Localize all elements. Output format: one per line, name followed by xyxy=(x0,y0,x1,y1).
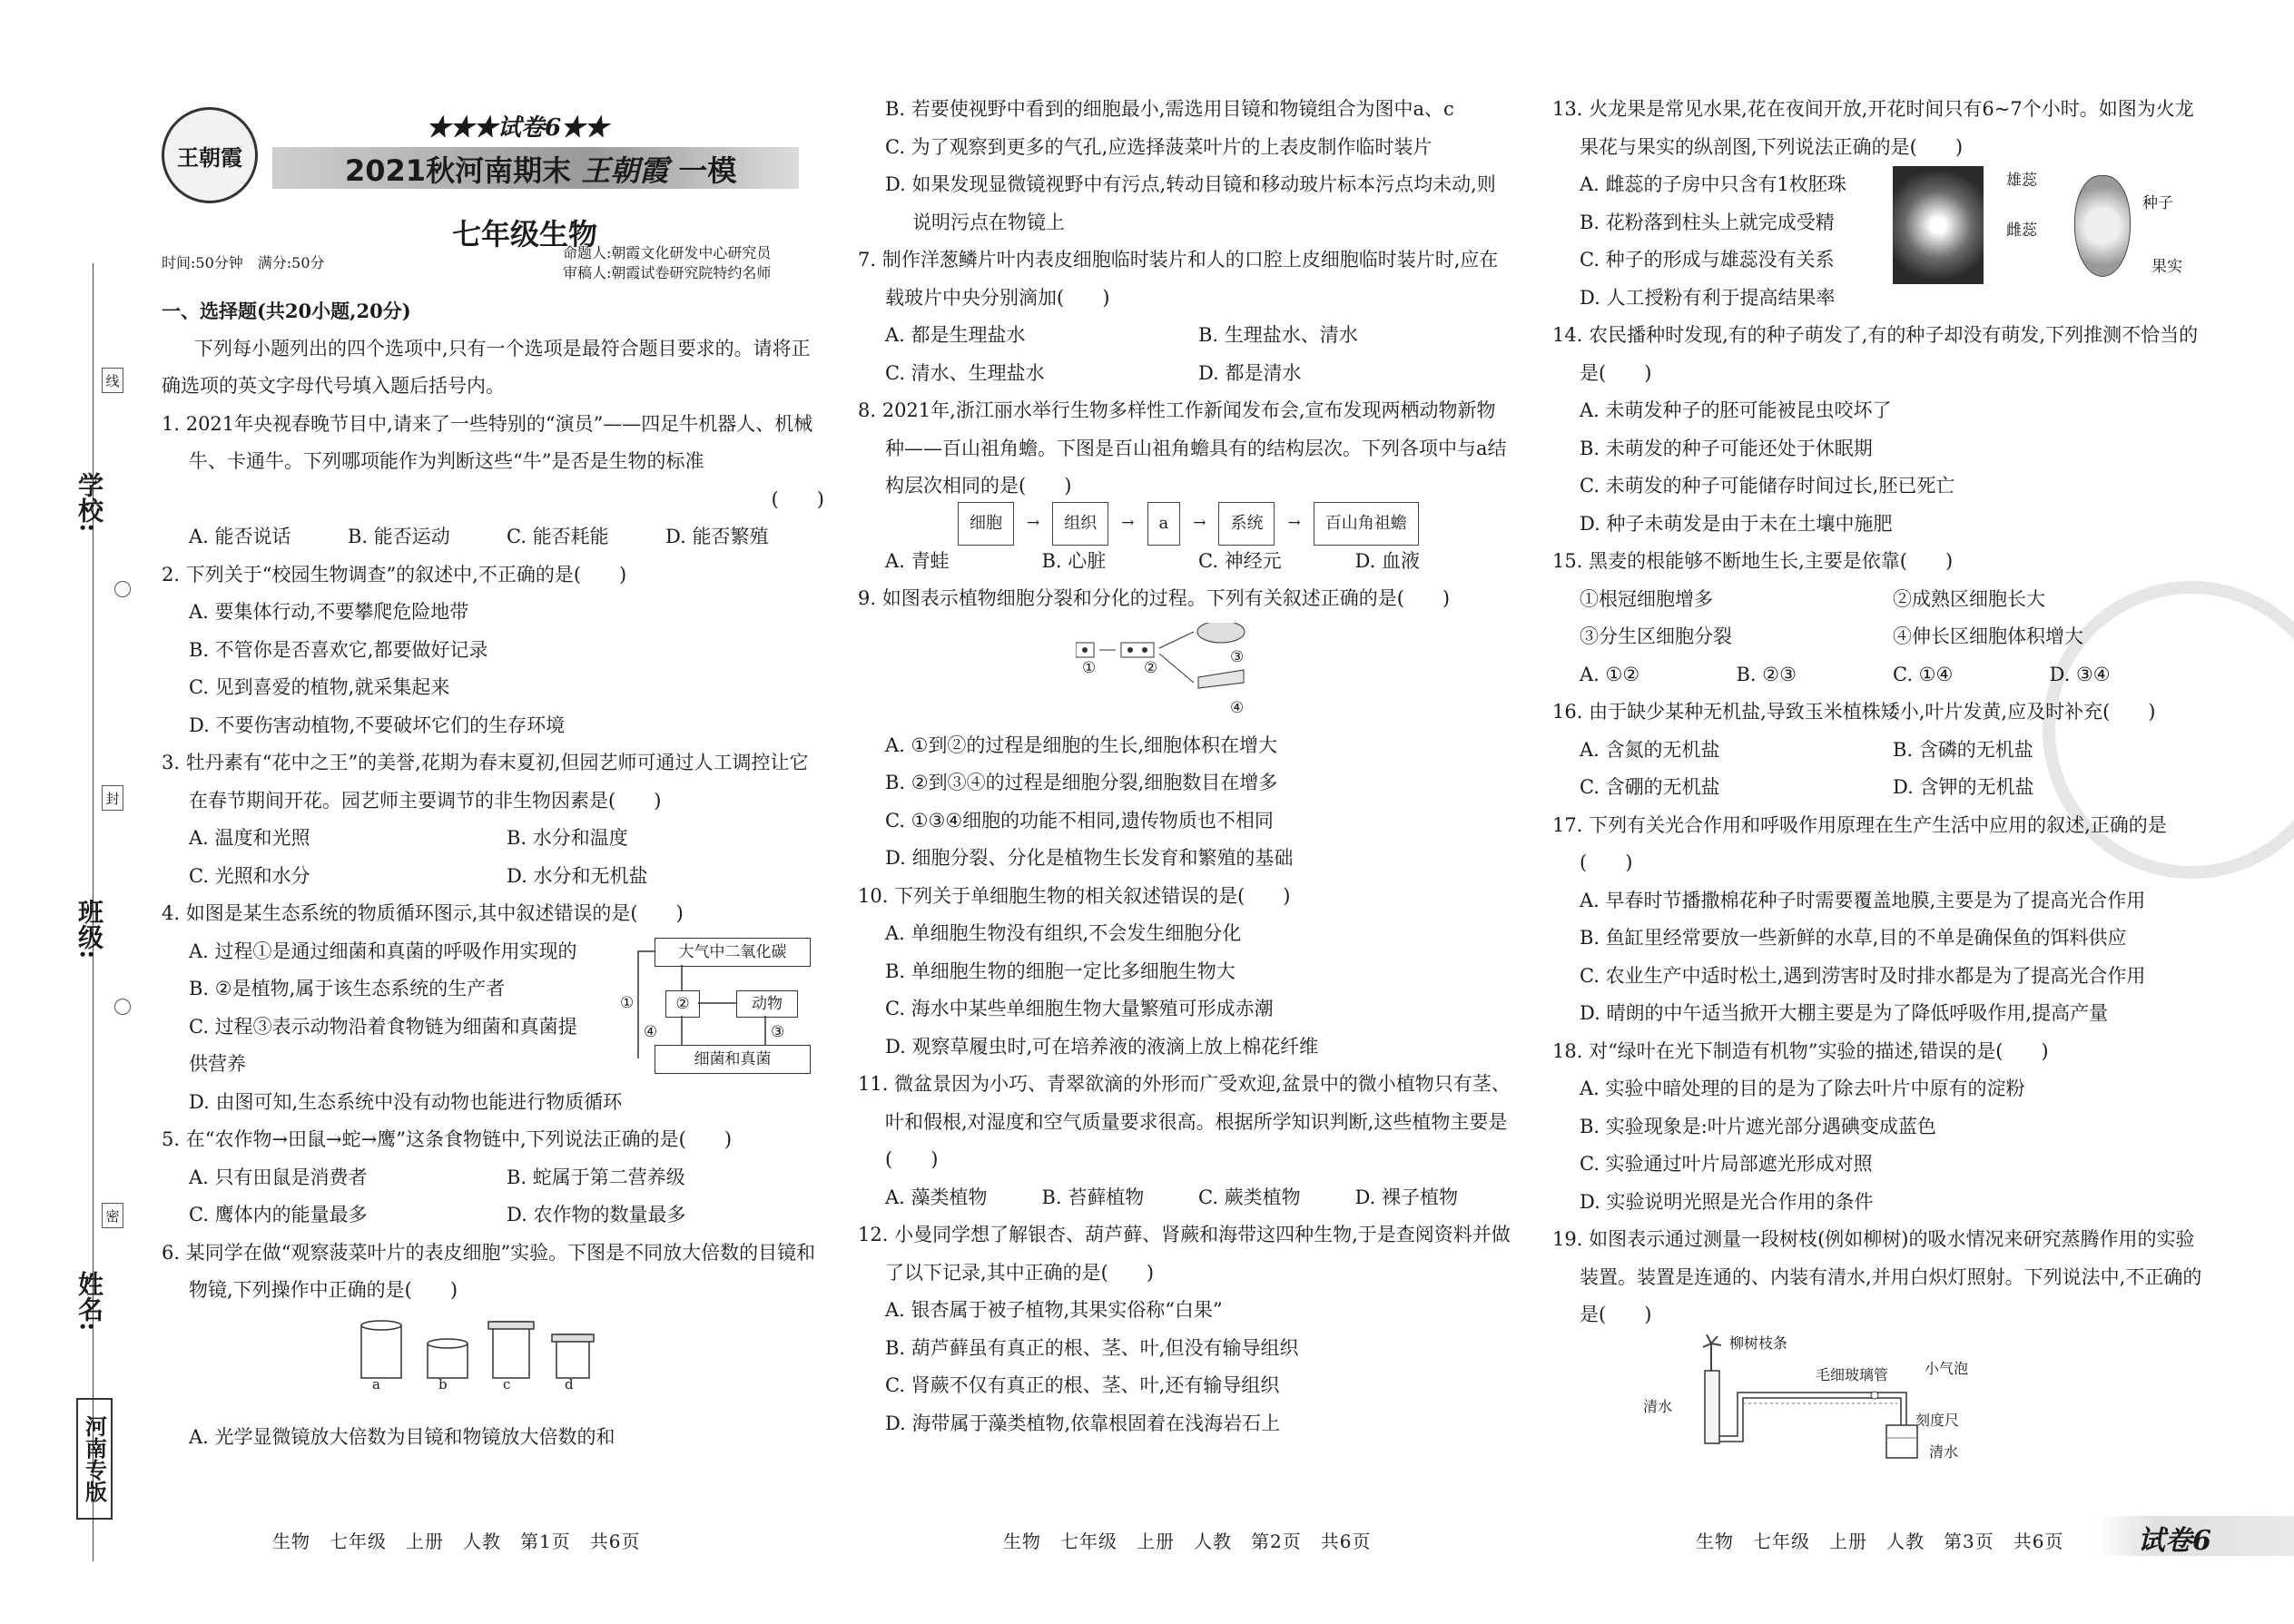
cycle-producer-box: ② xyxy=(665,990,700,1018)
question-11-options xyxy=(858,1179,1511,1217)
option: C. 鹰体内的能量最多 xyxy=(189,1204,368,1225)
column-2 xyxy=(858,91,1511,1442)
option: A. 只有田鼠是消费者 xyxy=(189,1166,368,1188)
apparatus-label: 清水 xyxy=(1643,1397,1673,1415)
question-15-items xyxy=(1552,581,2206,619)
column-3 xyxy=(1552,91,2206,1471)
option: B. 心脏 xyxy=(1041,549,1107,572)
option: B. 葫芦藓虽有真正的根、茎、叶,但没有输导组织 xyxy=(885,1336,1299,1359)
question-3: 3. 牡丹素有“花中之王”的美誉,花期为春末夏初,但园艺师可通过人工调控让它在春节期间开花。园艺师主要调节的非生物因素是( ) xyxy=(162,752,809,812)
cycle-animal-box: 动物 xyxy=(736,990,798,1018)
lens-label: a xyxy=(372,1375,380,1393)
option: C. ①④ xyxy=(1893,663,1954,685)
option: B. 生理盐水、清水 xyxy=(1198,324,1358,346)
apparatus-label: 刻度尺 xyxy=(1915,1411,1960,1429)
option: D. 人工授粉有利于提高结果率 xyxy=(1580,286,1836,309)
option: C. 能否耗能 xyxy=(507,526,609,547)
lens-shapes xyxy=(357,1314,629,1396)
option: A. 未萌发种子的胚可能被昆虫咬坏了 xyxy=(1580,399,1892,421)
question-7-options xyxy=(858,317,1511,355)
question-8-options xyxy=(858,543,1511,581)
paper-tag: 试卷6 xyxy=(2138,1525,2211,1557)
option: D. 都是清水 xyxy=(1198,361,1302,384)
option: A. 温度和光照 xyxy=(189,827,310,849)
question-15: 15. 黑麦的根能够不断地生长,主要是依靠( ) xyxy=(1552,550,1954,572)
question-5-options xyxy=(162,1159,824,1197)
question-12: 12. 小曼同学想了解银杏、葫芦藓、肾蕨和海带这四种生物,于是查阅资料并做了以下记录,其中正确的是( ) xyxy=(858,1224,1511,1284)
lens-label: d xyxy=(565,1375,574,1393)
question-7: 7. 制作洋葱鳞片叶内表皮细胞临时装片和人的口腔上皮细胞临时装片时,应在载玻片中央分别滴加( ) xyxy=(858,249,1499,309)
cell-label: ② xyxy=(1144,658,1158,677)
flower-label: 雄蕊 xyxy=(2006,172,2037,190)
option: C. 为了观察到更多的气孔,应选择菠菜叶片的上表皮制作临时装片 xyxy=(885,135,1433,158)
option: D. 农作物的数量最多 xyxy=(507,1204,686,1225)
option: B. 蛇属于第二营养级 xyxy=(507,1166,685,1188)
option: C. 海水中某些单细胞生物大量繁殖可形成赤潮 xyxy=(885,998,1274,1019)
question-15-items-2 xyxy=(1552,618,2206,656)
school-field-label: 学校: xyxy=(74,472,104,533)
section-heading: 一、选择题(共20小题,20分) xyxy=(162,300,411,322)
exam-title: 2021秋河南期末 王朝霞 一模 xyxy=(345,153,737,188)
option: D. ③④ xyxy=(2049,663,2111,685)
question-1-options xyxy=(162,518,824,556)
question-9: 9. 如图表示植物细胞分裂和分化的过程。下列有关叙述正确的是( ) xyxy=(858,587,1451,609)
column-1 xyxy=(162,292,824,1456)
option: B. 单细胞生物的细胞一定比多细胞生物大 xyxy=(885,960,1236,982)
option: A. 藻类植物 xyxy=(885,1186,988,1208)
apparatus-label: 柳树枝条 xyxy=(1729,1334,1788,1352)
cycle-label: ③ xyxy=(771,1022,785,1041)
exam-time: 时间:50分钟 满分:50分 xyxy=(162,254,325,271)
question-4: 4. 如图是某生态系统的物质循环图示,其中叙述错误的是( ) xyxy=(162,902,684,924)
question-8: 8. 2021年,浙江丽水举行生物多样性工作新闻发布会,宣布发现两栖动物新物种——百山祖角蟾。下图是百山祖角蟾具有的结构层次。下列各项中与a结构层次相同的是( ) xyxy=(858,399,1507,497)
binding-mark-seal: 封 xyxy=(102,785,123,811)
fruit-drawing xyxy=(2074,175,2131,277)
option: A. ①到②的过程是细胞的生长,细胞体积在增大 xyxy=(885,733,1278,756)
option: B. 能否运动 xyxy=(348,526,450,547)
option: D. 水分和无机盐 xyxy=(507,864,648,887)
cell-shapes xyxy=(1076,623,1275,714)
region-badge: 河南专版 xyxy=(76,1398,113,1520)
question-13: 13. 火龙果是常见水果,花在夜间开放,开花时间只有6~7个小时。如图为火龙果花与果实的纵剖图,下列说法正确的是( ) xyxy=(1552,98,2194,158)
option: B. ②是植物,属于该生态系统的生产者 xyxy=(189,978,506,999)
option: D. 血液 xyxy=(1354,549,1420,572)
question-5-options-2 xyxy=(162,1196,824,1235)
question-7-options-2 xyxy=(858,355,1511,393)
lens-label: c xyxy=(503,1375,511,1393)
question-11: 11. 微盆景因为小巧、青翠欲滴的外形而广受欢迎,盆景中的微小植物只有茎、叶和假根,对湿度和空气质量要求很高。根据所学知识判断,这些植物主要是( ) xyxy=(858,1073,1511,1170)
binding-mark-secret: 密 xyxy=(102,1203,123,1228)
question-3-options-2 xyxy=(162,858,824,896)
option: D. 含钾的无机盐 xyxy=(1893,776,2034,798)
paper-number: ★★★试卷6★★ xyxy=(427,114,609,142)
page-footer-3: 生物 七年级 上册 人教 第3页 共6页 xyxy=(1696,1530,2064,1552)
fruit-label: 种子 xyxy=(2142,194,2173,212)
option: A. 要集体行动,不要攀爬危险地带 xyxy=(189,601,469,623)
fruit-label: 果实 xyxy=(2151,258,2182,276)
question-6: 6. 某同学在做“观察菠菜叶片的表皮细胞”实验。下图是不同放大倍数的目镜和物镜,下列操作中正确的是( ) xyxy=(162,1241,816,1301)
option: D. 能否繁殖 xyxy=(665,526,769,547)
question-14: 14. 农民播种时发现,有的种子萌发了,有的种子却没有萌发,下列推测不恰当的是( ) xyxy=(1552,324,2199,384)
option: D. 细胞分裂、分化是植物生长发育和繁殖的基础 xyxy=(885,847,1294,869)
answer-paren: ( ) xyxy=(771,487,824,510)
option: A. 过程①是通过细菌和真菌的呼吸作用实现的 xyxy=(189,940,577,962)
question-16-options xyxy=(1552,732,2206,770)
apparatus-label: 清水 xyxy=(1929,1442,1959,1461)
flow-step: a xyxy=(1147,502,1181,546)
cell-label: ③ xyxy=(1230,647,1245,666)
binding-mark-line: 线 xyxy=(102,368,123,393)
option: B. 苔藓植物 xyxy=(1041,1186,1145,1208)
option: A. 含氮的无机盐 xyxy=(1580,738,1720,761)
cycle-decomposer-box: 细菌和真菌 xyxy=(655,1045,811,1074)
binding-hole-icon xyxy=(114,999,131,1015)
option: C. 清水、生理盐水 xyxy=(885,361,1045,384)
option: A. 雌蕊的子房中只含有1枚胚珠 xyxy=(1580,173,1846,195)
option: C. 农业生产中适时松土,遇到涝害时及时排水都是为了提高光合作用 xyxy=(1580,964,2146,987)
apparatus-label: 毛细玻璃管 xyxy=(1816,1365,1889,1383)
option: B. 若要使视野中看到的细胞最小,需选用目镜和物镜组合为图中a、c xyxy=(885,98,1454,120)
cycle-label: ④ xyxy=(644,1022,658,1041)
statement: ③分生区细胞分裂 xyxy=(1580,625,1732,647)
subject-title: 七年级生物 xyxy=(452,217,598,251)
option: C. 光照和水分 xyxy=(189,864,310,887)
option: D. 晴朗的中午适当掀开大棚主要是为了降低呼吸作用,提高产量 xyxy=(1580,1002,2109,1024)
question-5: 5. 在“农作物→田鼠→蛇→鹰”这条食物链中,下列说法正确的是( ) xyxy=(162,1128,733,1150)
lens-diagram xyxy=(162,1310,824,1419)
name-field-label: 姓名: xyxy=(74,1271,104,1332)
option: D. 如果发现显微镜视野中有污点,转动目镜和移动玻片标本污点均未动,则说明污点在物镜上 xyxy=(885,173,1496,233)
flower-label: 雌蕊 xyxy=(2006,221,2037,240)
instructions: 下列每小题列出的四个选项中,只有一个选项是最符合题目要求的。请将正确选项的英文字母代号填入题后括号内。 xyxy=(162,337,811,397)
option: A. 都是生理盐水 xyxy=(885,324,1026,346)
option: D. 种子未萌发是由于未在土壤中施肥 xyxy=(1580,512,1893,535)
option: D. 观察草履虫时,可在培养液的液滴上放上棉花纤维 xyxy=(885,1035,1319,1058)
cycle-arrows xyxy=(620,938,811,1083)
option: A. 早春时节播撒棉花种子时需要覆盖地膜,主要是为了提高光合作用 xyxy=(1580,889,2146,911)
option: B. 实验现象是:叶片遮光部分遇碘变成蓝色 xyxy=(1580,1115,1936,1137)
option: C. 蕨类植物 xyxy=(1198,1186,1301,1208)
option: D. 不要伤害动植物,不要破坏它们的生存环境 xyxy=(189,714,566,736)
option: A. 能否说话 xyxy=(189,526,291,547)
statement: ④伸长区细胞体积增大 xyxy=(1893,625,2083,647)
option: B. ②③ xyxy=(1736,663,1797,685)
flow-step: 百山角祖蟾 xyxy=(1314,502,1419,546)
cell-label: ① xyxy=(1082,658,1097,677)
option: B. 水分和温度 xyxy=(507,827,628,849)
question-16-options-2 xyxy=(1552,769,2206,807)
option: A. ①② xyxy=(1580,663,1640,685)
brand-logo: 王朝霞 xyxy=(162,107,258,203)
option: B. 不管你是否喜欢它,都要做好记录 xyxy=(189,638,488,661)
cycle-label: ① xyxy=(620,993,635,1012)
option: C. ①③④细胞的功能不相同,遗传物质也不相同 xyxy=(885,809,1274,832)
option: C. 过程③表示动物沿着食物链为细菌和真菌提供营养 xyxy=(189,1015,577,1075)
flower-photo xyxy=(1893,166,1984,284)
option: A. 青蛙 xyxy=(885,549,950,572)
binding-hole-icon xyxy=(114,581,131,597)
option: C. 未萌发的种子可能储存时间过长,胚已死亡 xyxy=(1580,475,1955,497)
flow-step: 细胞 xyxy=(958,502,1014,546)
flow-step: 系统 xyxy=(1218,502,1275,546)
question-10: 10. 下列关于单细胞生物的相关叙述错误的是( ) xyxy=(858,884,1291,907)
option: D. 裸子植物 xyxy=(1354,1186,1458,1208)
option: C. 含硼的无机盐 xyxy=(1580,776,1720,798)
question-17: 17. 下列有关光合作用和呼吸作用原理在生产生活中应用的叙述,正确的是( ) xyxy=(1552,813,2167,873)
option: C. 神经元 xyxy=(1198,549,1282,572)
option: A. 实验中暗处理的目的是为了除去叶片中原有的淀粉 xyxy=(1580,1078,2025,1099)
question-16: 16. 由于缺少某种无机盐,导致玉米植株矮小,叶片发黄,应及时补充( ) xyxy=(1552,701,2156,723)
option: C. 肾蕨不仅有真正的根、茎、叶,还有输导组织 xyxy=(885,1374,1280,1396)
option: B. 鱼缸里经常要放一些新鲜的水草,目的不单是确保鱼的饵料供应 xyxy=(1580,927,2127,949)
option: A. 银杏属于被子植物,其果实俗称“白果” xyxy=(885,1299,1223,1321)
option: B. 含磷的无机盐 xyxy=(1893,738,2033,761)
cell-label: ④ xyxy=(1230,698,1245,717)
cell-division-diagram xyxy=(858,618,1511,727)
lens-label: b xyxy=(438,1375,448,1393)
option: B. 未萌发的种子可能还处于休眠期 xyxy=(1580,437,1873,459)
option: D. 海带属于藻类植物,依靠根固着在浅海岩石上 xyxy=(885,1412,1281,1434)
page-footer-2: 生物 七年级 上册 人教 第2页 共6页 xyxy=(1003,1530,1372,1552)
apparatus-label: 小气泡 xyxy=(1925,1359,1969,1377)
option: B. ②到③④的过程是细胞分裂,细胞数目在增多 xyxy=(885,772,1278,793)
question-19: 19. 如图表示通过测量一段树枝(例如柳树)的吸水情况来研究蒸腾作用的实验装置。装置是连通的、内装有清水,并用白炽灯照射。下列说法中,不正确的是( ) xyxy=(1552,1228,2202,1325)
cycle-co2-box: 大气中二氧化碳 xyxy=(655,938,811,967)
option: D. 由图可知,生态系统中没有动物也能进行物质循环 xyxy=(189,1090,623,1113)
option: B. 花粉落到柱头上就完成受精 xyxy=(1580,211,1835,233)
question-2: 2. 下列关于“校园生物调查”的叙述中,不正确的是( ) xyxy=(162,563,627,586)
option: D. 实验说明光照是光合作用的条件 xyxy=(1580,1190,1874,1213)
question-3-options xyxy=(162,820,824,858)
question-1: 1. 2021年央视春晚节目中,请来了一些特别的“演员”——四足牛机器人、机械牛、卡通牛。下列哪项能作为判断这些“牛”是否是生物的标准 xyxy=(162,412,813,472)
option: C. 种子的形成与雄蕊没有关系 xyxy=(1580,249,1835,271)
author-info: 命题人:朝霞文化研发中心研究员 审稿人:朝霞试卷研究院特约名师 xyxy=(563,244,772,281)
option: C. 见到喜爱的植物,就采集起来 xyxy=(189,676,450,698)
class-field-label: 班级: xyxy=(74,899,104,960)
option: A. 光学显微镜放大倍数为目镜和物镜放大倍数的和 xyxy=(189,1425,615,1448)
statement: ①根冠细胞增多 xyxy=(1580,587,1713,610)
transpiration-apparatus xyxy=(1552,1334,2206,1471)
question-4-block xyxy=(162,933,824,1084)
question-18: 18. 对“绿叶在光下制造有机物”实验的描述,错误的是( ) xyxy=(1552,1039,2049,1062)
question-15-options xyxy=(1552,656,2206,694)
statement: ②成熟区细胞长大 xyxy=(1893,587,2045,610)
apparatus-drawing xyxy=(1670,1334,2015,1471)
page-footer-1: 生物 七年级 上册 人教 第1页 共6页 xyxy=(272,1530,641,1552)
option: C. 实验通过叶片局部遮光形成对照 xyxy=(1580,1153,1873,1175)
carbon-cycle-diagram xyxy=(620,938,811,1083)
question-13-block xyxy=(1552,166,2206,317)
flow-step: 组织 xyxy=(1052,502,1108,546)
option: A. 单细胞生物没有组织,不会发生细胞分化 xyxy=(885,922,1242,944)
structure-flowchart: 细胞 → 组织 → a → 系统 → 百山角祖蟾 xyxy=(858,506,1511,543)
